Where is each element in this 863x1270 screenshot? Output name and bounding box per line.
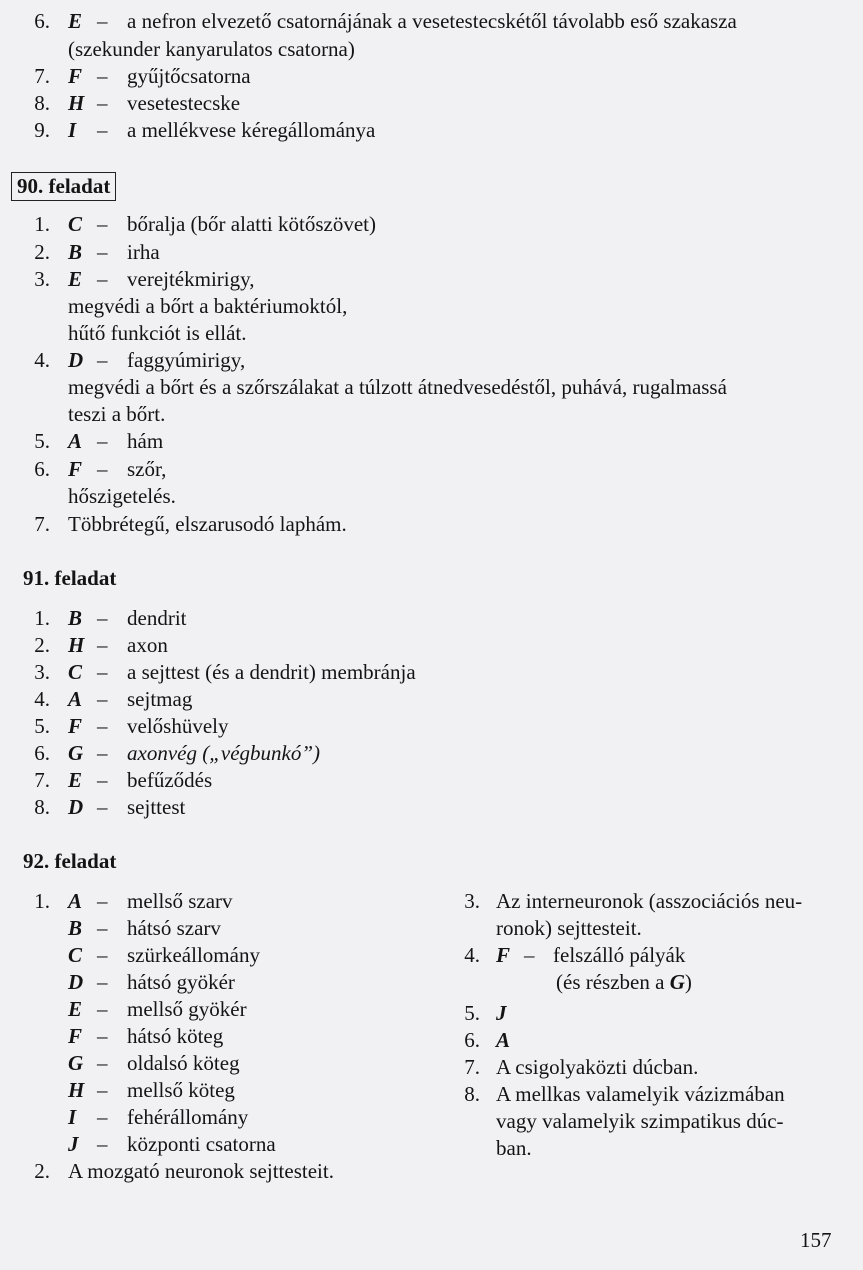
page-number: 157 [800,1228,832,1252]
section-title-90: 90. feladat [11,172,116,201]
section-title-91: 91. feladat [23,566,117,590]
book-page: 6. E – a nefron elvezető csatornájának a vesetestecskétől távolabb eső szakasza (szekunder kanyarulatos csatorna) 7. F – gyűjtőcsatorna 8. H – vesetestecske 9. I – a mellékvese kéregállománya 90. feladat 1. C – bőralja (bőr alatti kötőszövet) 2. B – irha 3. E – verejtékmirigy, megvédi a bőrt a baktériumoktól, hűtő funkciót is ellát. 4. D – faggyúmirigy, megvédi a bőrt és a szőrszálakat a túlzott átnedvesedéstől, puhává, rugalmassá teszi a bőrt. 5. A – hám 6. F – szőr, hőszigetelés. 7. Többrétegű, elszarusodó laphám. 91. feladat 1. B – dendrit 2. H – axon 3. C – a sejttest (és a dendrit) membránja 4. A – sejtmag 5. F – velőshüvely 6. G – axonvég („végbunkó”) 7. E – befűződés 8. D – sejttest 92. feladat 1. A – mellső szarv B – hátsó szarv C – szürkeállomány D – hátsó gyökér E – mellső gyökér F – hátsó köteg G – oldalsó köteg H – mellső köteg I – fehérállomány J – központi csatorna 2. A mozgató neuronok sejttesteit. 3. Az interneuronok (asszociációs neu- ronok) sejttesteit. 4. F – felszálló pályák (és részben a G) 5. J 6. A 7. A csigolyaközti dúcban. 8. A mellkas valamelyik vázizmában vagy valamelyik szimpatikus dúc- ban. 157 [0,0,863,1270]
section-title-92: 92. feladat [23,849,117,873]
